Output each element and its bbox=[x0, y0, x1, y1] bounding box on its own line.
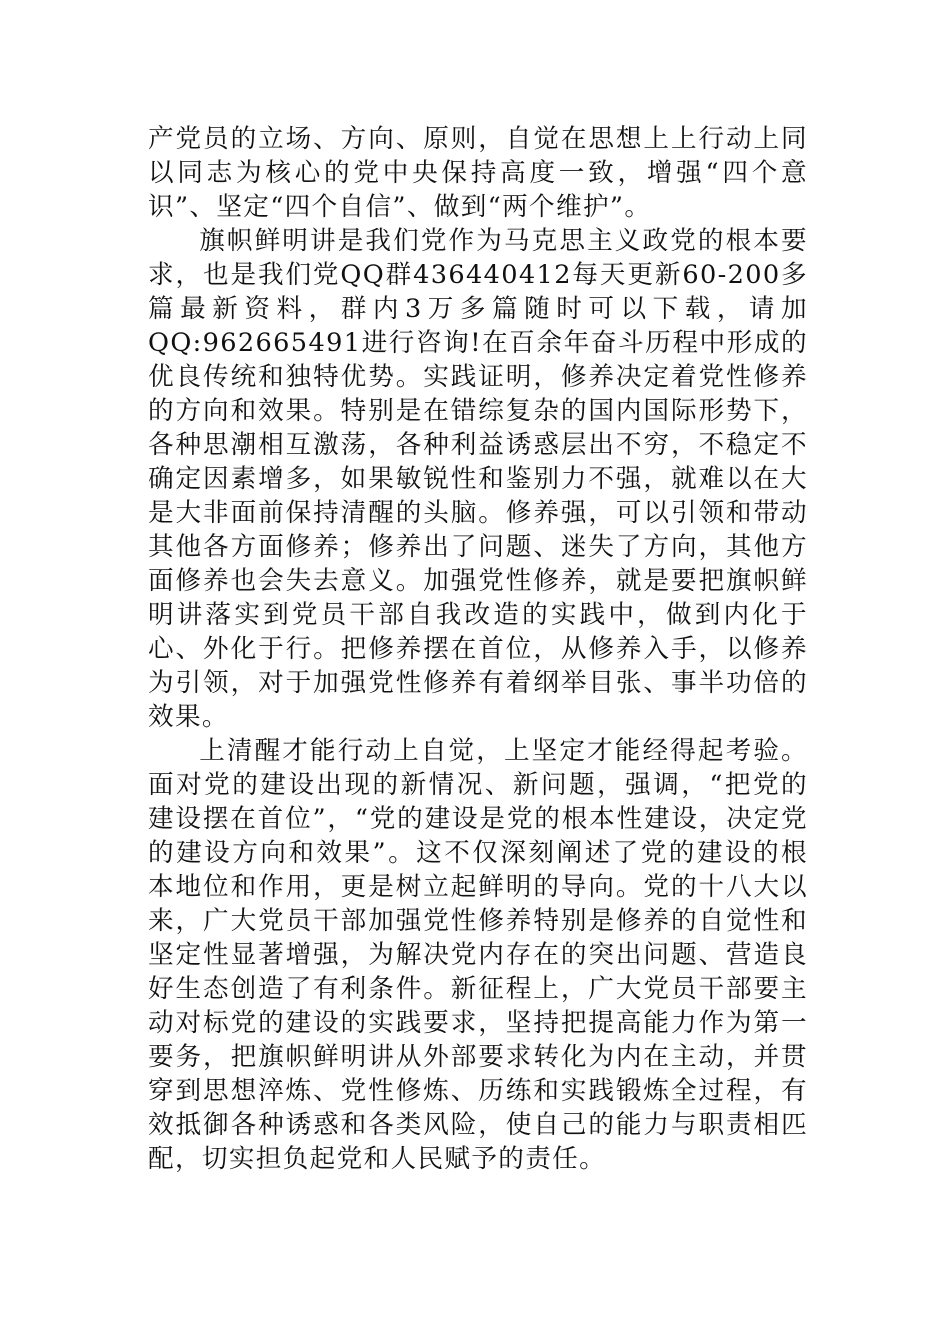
paragraph-continuation: 产党员的立场、方向、原则，自觉在思想上上行动上同以同志为核心的党中央保持高度一致，增强“四个意识”、坚定“四个自信”、做到“两个维护”。 bbox=[148, 124, 808, 222]
document-body bbox=[148, 122, 808, 1176]
paragraph-banner-requirement: 旗帜鲜明讲是我们党作为马克思主义政党的根本要求，也是我们党QQ群436440412每天更新60-200多篇最新资料，群内3万多篇随时可以下载，请加QQ:962665491进行咨询!在百余年奋斗历程中形成的优良传统和独特优势。实践证明，修养决定着党性修养的方向和效果。特别是在错综复杂的国内国际形势下，各种思潮相互激荡，各种利益诱惑层出不穷，不稳定不确定因素增多，如果敏锐性和鉴别力不强，就难以在大是大非面前保持清醒的头脑。修养强，可以引领和带动其他各方面修养；修养出了问题、迷失了方向，其他方面修养也会失去意义。加强党性修养，就是要把旗帜鲜明讲落实到党员干部自我改造的实践中，做到内化于心、外化于行。把修养摆在首位，从修养入手，以修养为引领，对于加强党性修养有着纲举目张、事半功倍的效果。 bbox=[148, 226, 808, 732]
paragraph-party-building: 上清醒才能行动上自觉，上坚定才能经得起考验。面对党的建设出现的新情况、新问题，强调，“把党的建设摆在首位”，“党的建设是党的根本性建设，决定党的建设方向和效果”。这不仅深刻阐述了党的建设的根本地位和作用，更是树立起鲜明的导向。党的十八大以来，广大党员干部加强党性修养特别是修养的自觉性和坚定性显著增强，为解决党内存在的突出问题、营造良好生态创造了有利条件。新征程上，广大党员干部要主动对标党的建设的实践要求，坚持把提高能力作为第一要务，把旗帜鲜明讲从外部要求转化为内在主动，并贯穿到思想淬炼、党性修炼、历练和实践锻炼全过程，有效抵御各种诱惑和各类风险，使自己的能力与职责相匹配，切实担负起党和人民赋予的责任。 bbox=[148, 736, 808, 1174]
